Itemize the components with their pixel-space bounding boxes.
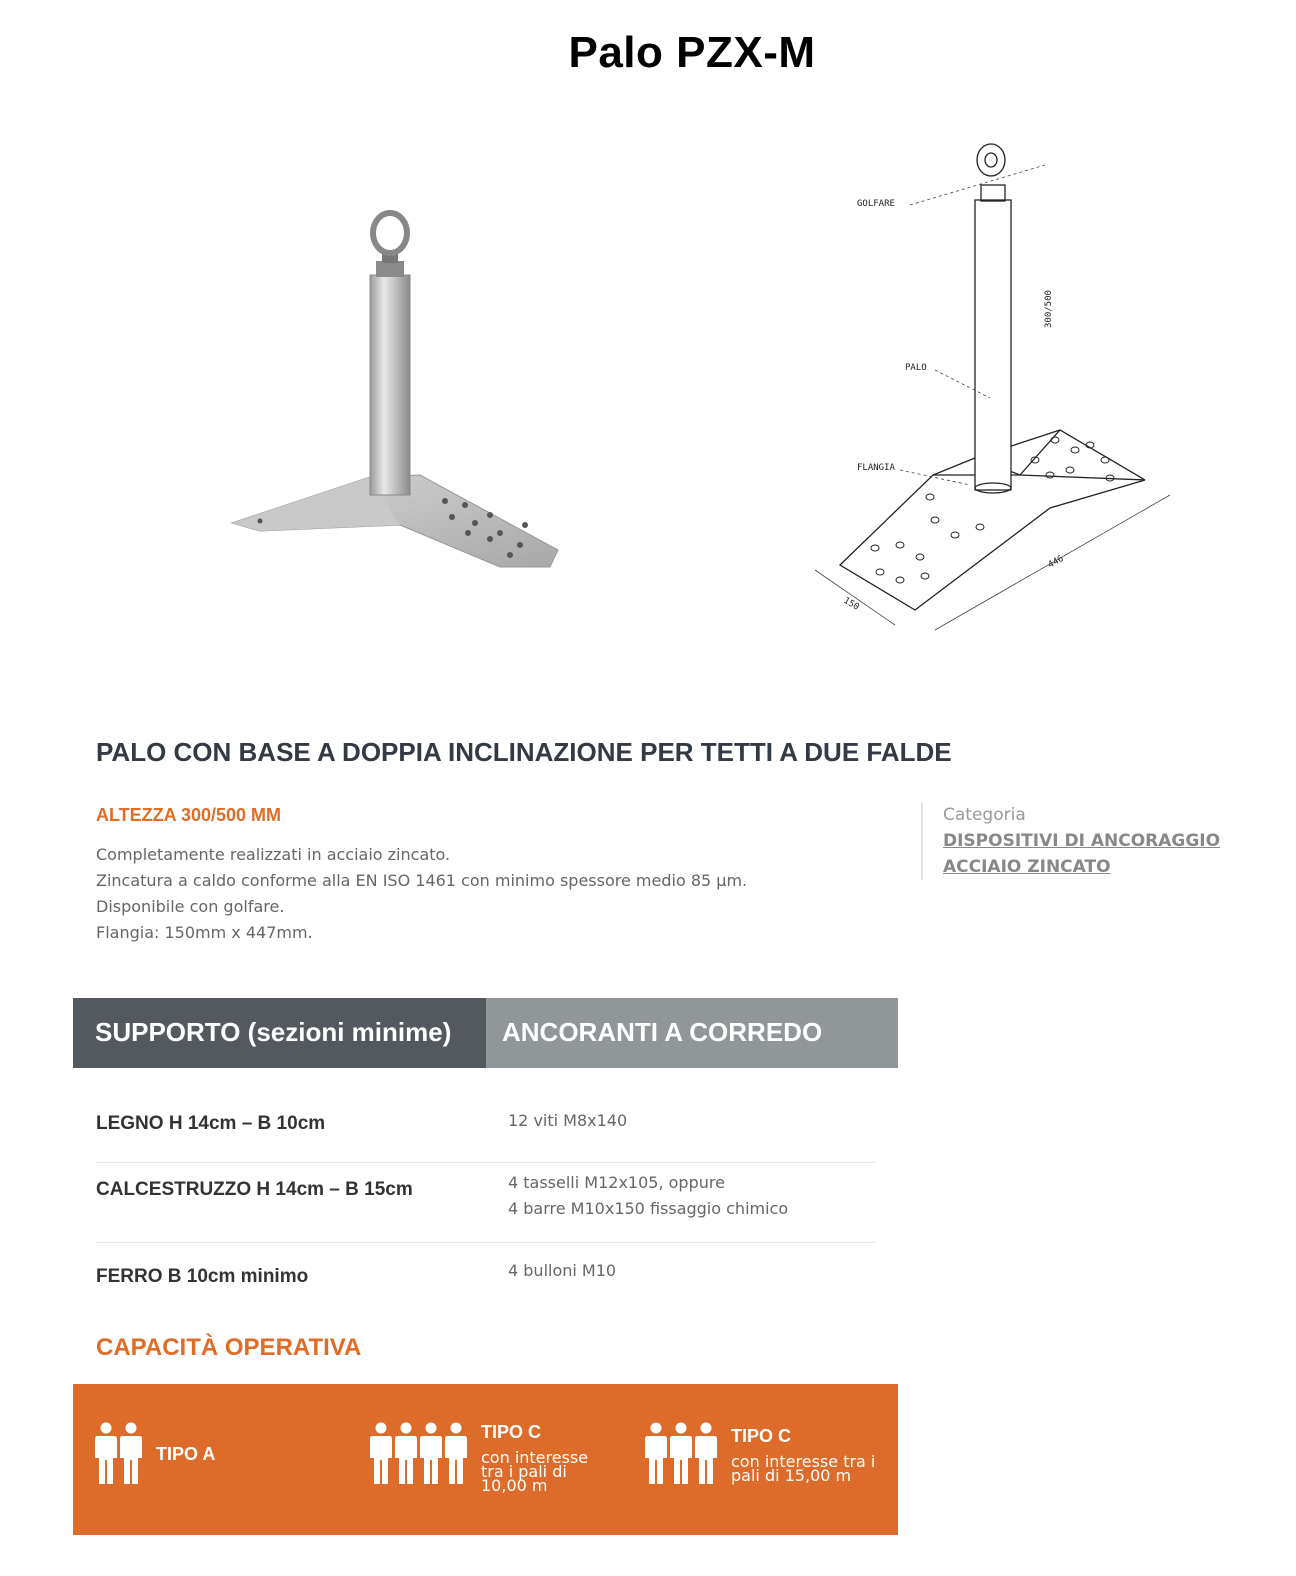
category-box: [921, 802, 1220, 880]
person-icon: [445, 1422, 467, 1484]
description-line: Completamente realizzati in acciaio zincato.: [96, 845, 451, 864]
category-label: Categoria: [943, 805, 1026, 825]
table-header: [73, 998, 898, 1068]
category-link-acciaio[interactable]: ACCIAIO ZINCATO: [943, 857, 1111, 877]
person-icon: [95, 1422, 117, 1484]
drawing-label-height: 300/500: [1044, 290, 1054, 328]
person-icon: [695, 1422, 717, 1484]
product-description: [96, 842, 747, 946]
anchors-cell: 4 bulloni M10: [508, 1261, 617, 1280]
technical-drawing: [805, 140, 1180, 640]
product-heading: PALO CON BASE A DOPPIA INCLINAZIONE PER TETTI A DUE FALDE: [96, 737, 952, 767]
header-support: SUPPORTO (sezioni minime): [73, 998, 486, 1068]
drawing-label-golfare: GOLFARE: [857, 199, 895, 209]
description-line: Flangia: 150mm x 447mm.: [96, 923, 313, 942]
people-icons: [370, 1422, 467, 1484]
person-icon: [370, 1422, 392, 1484]
type-c-10-group: [370, 1422, 599, 1493]
type-c-15-group: [645, 1422, 876, 1484]
type-subtitle: con interesse tra i pali di 10,00 m: [481, 1448, 589, 1495]
row-divider: [96, 1242, 876, 1243]
description-line: Disponibile con golfare.: [96, 897, 285, 916]
anchors-cell: 12 viti M8x140: [508, 1111, 628, 1130]
person-icon: [120, 1422, 142, 1484]
person-icon: [670, 1422, 692, 1484]
drawing-label-width: 150: [841, 595, 861, 613]
drawing-label-palo: PALO: [905, 363, 927, 373]
description-line: Zincatura a caldo conforme alla EN ISO 1461 con minimo spessore medio 85 µm.: [96, 871, 748, 890]
support-cell: FERRO B 10cm minimo: [96, 1266, 309, 1287]
drawing-label-length: 446: [1046, 553, 1066, 571]
type-title: TIPO A: [156, 1444, 216, 1464]
product-subtitle: ALTEZZA 300/500 MM: [96, 805, 282, 825]
person-icon: [420, 1422, 442, 1484]
type-subtitle: con interesse tra i pali di 15,00 m: [731, 1452, 876, 1485]
category-link-dispositivi[interactable]: DISPOSITIVI DI ANCORAGGIO: [943, 831, 1221, 851]
capacity-title: CAPACITÀ OPERATIVA: [96, 1334, 362, 1361]
people-icons: [645, 1422, 717, 1484]
header-anchors: ANCORANTI A CORREDO: [486, 998, 898, 1068]
person-icon: [645, 1422, 667, 1484]
capacity-panel: [73, 1384, 898, 1535]
person-icon: [395, 1422, 417, 1484]
support-cell: CALCESTRUZZO H 14cm – B 15cm: [96, 1179, 413, 1200]
type-title: TIPO C: [731, 1426, 792, 1446]
page-title: Palo PZX-M: [568, 28, 816, 77]
row-divider: [96, 1162, 876, 1163]
type-a-group: [95, 1422, 215, 1484]
people-icons: [95, 1422, 142, 1484]
support-cell: LEGNO H 14cm – B 10cm: [96, 1113, 326, 1134]
anchors-cell: 4 tasselli M12x105, oppure 4 barre M10x150 fissaggio chimico: [508, 1173, 789, 1218]
product-photo: [220, 205, 570, 580]
type-title: TIPO C: [481, 1422, 542, 1442]
drawing-label-flangia: FLANGIA: [857, 463, 895, 473]
